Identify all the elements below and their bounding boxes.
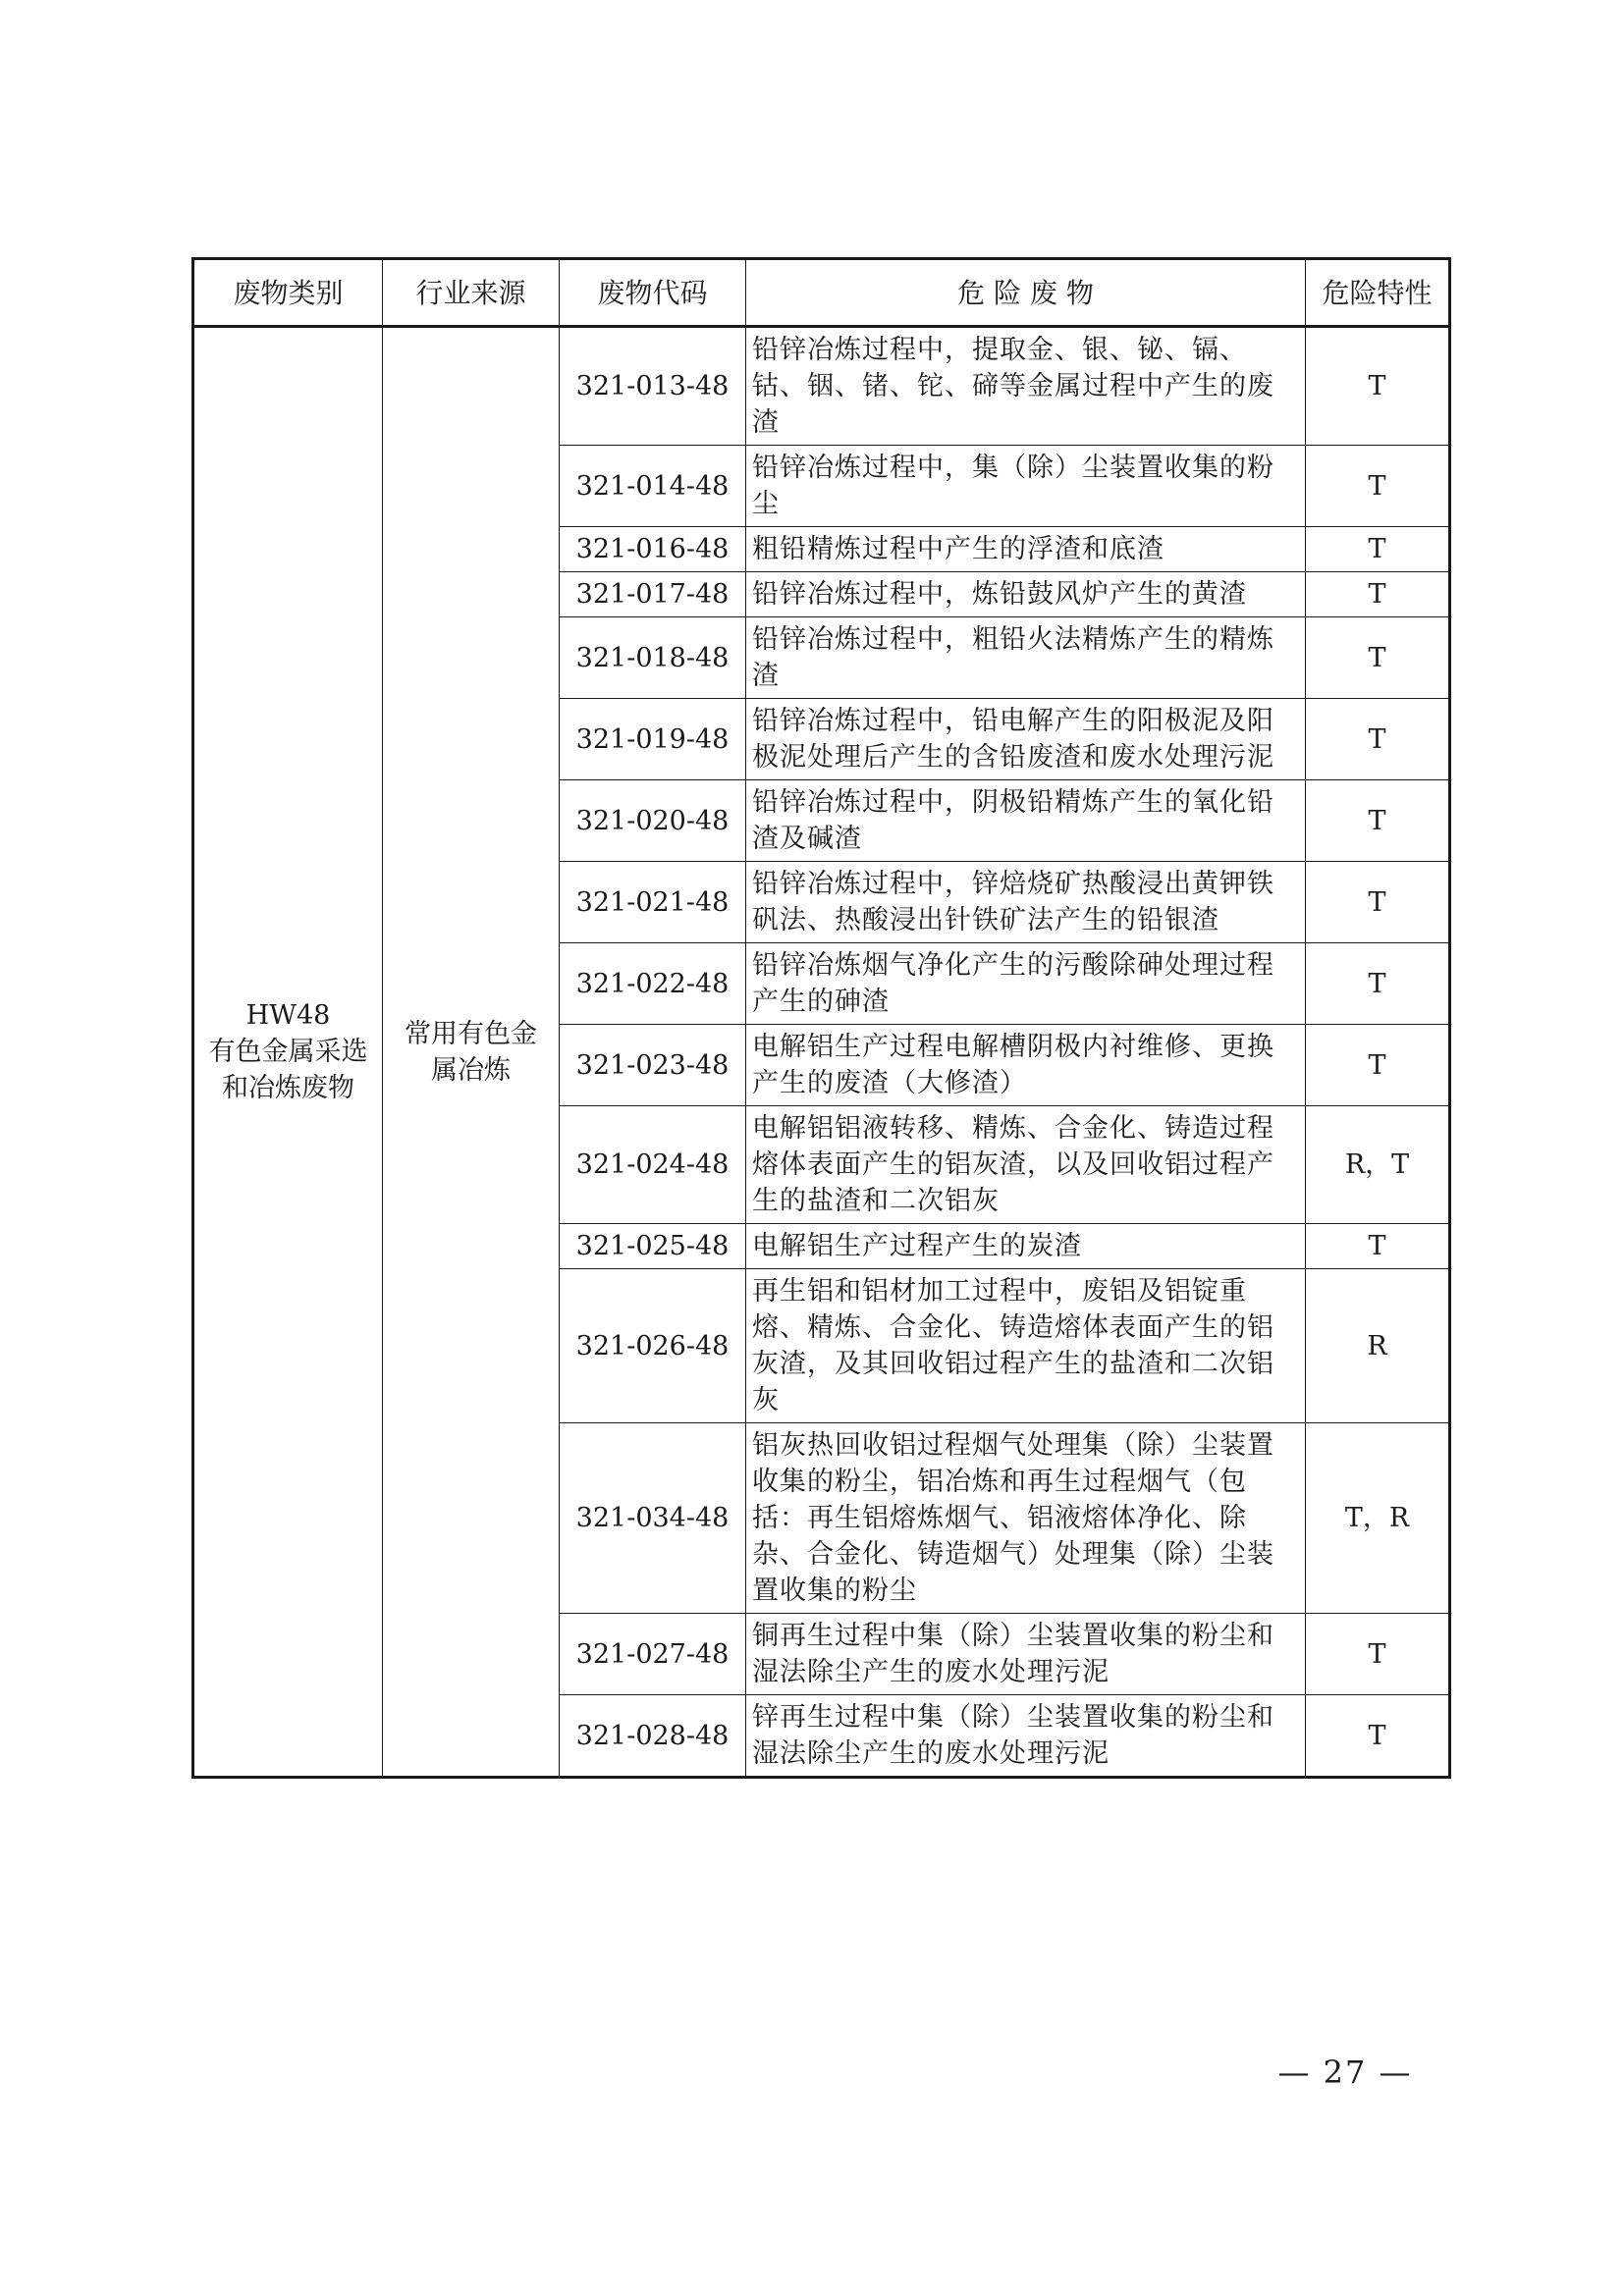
table-row bbox=[193, 327, 1450, 446]
waste-code-cell: 321-017-48 bbox=[560, 572, 746, 617]
hazard-characteristic-cell: R bbox=[1306, 1269, 1450, 1423]
hazard-characteristic-cell: T，R bbox=[1306, 1423, 1450, 1614]
hazard-characteristic-cell: R，T bbox=[1306, 1106, 1450, 1224]
header-industry-source: 行业来源 bbox=[383, 259, 560, 327]
waste-code-cell: 321-020-48 bbox=[560, 780, 746, 862]
hazardous-waste-description-cell: 铅锌冶炼过程中，炼铅鼓风炉产生的黄渣 bbox=[746, 572, 1306, 617]
waste-code-cell: 321-021-48 bbox=[560, 862, 746, 943]
hazardous-waste-description-cell: 铅锌冶炼过程中，提取金、银、铋、镉、钴、铟、锗、铊、碲等金属过程中产生的废渣 bbox=[746, 327, 1306, 446]
table-header bbox=[193, 259, 1450, 327]
waste-category-code: HW48 bbox=[245, 1000, 331, 1031]
waste-code-cell: 321-023-48 bbox=[560, 1025, 746, 1106]
hazard-characteristic-cell: T bbox=[1306, 1224, 1450, 1269]
hazard-characteristic-cell: T bbox=[1306, 1025, 1450, 1106]
waste-code-cell: 321-014-48 bbox=[560, 446, 746, 527]
hazardous-waste-description-cell: 电解铝铝液转移、精炼、合金化、铸造过程熔体表面产生的铝灰渣，以及回收铝过程产生的盐渣和二次铝灰 bbox=[746, 1106, 1306, 1224]
waste-code-cell: 321-034-48 bbox=[560, 1423, 746, 1614]
waste-category-name: 有色金属采选和冶炼废物 bbox=[208, 1037, 368, 1103]
hazardous-waste-description-cell: 铅锌冶炼过程中，粗铅火法精炼产生的精炼渣 bbox=[746, 617, 1306, 699]
hazardous-waste-description-cell: 锌再生过程中集（除）尘装置收集的粉尘和湿法除尘产生的废水处理污泥 bbox=[746, 1695, 1306, 1778]
waste-category-cell bbox=[193, 327, 383, 1778]
hazardous-waste-description-cell: 铜再生过程中集（除）尘装置收集的粉尘和湿法除尘产生的废水处理污泥 bbox=[746, 1614, 1306, 1695]
waste-code-cell: 321-028-48 bbox=[560, 1695, 746, 1778]
hazardous-waste-table bbox=[191, 257, 1451, 1779]
industry-source-text: 常用有色金属冶炼 bbox=[405, 1018, 537, 1086]
hazard-characteristic-cell: T bbox=[1306, 1614, 1450, 1695]
hazard-characteristic-cell: T bbox=[1306, 1695, 1450, 1778]
hazardous-waste-description-cell: 铅锌冶炼烟气净化产生的污酸除砷处理过程产生的砷渣 bbox=[746, 943, 1306, 1025]
hazard-characteristic-cell: T bbox=[1306, 699, 1450, 780]
hazard-characteristic-cell: T bbox=[1306, 572, 1450, 617]
hazard-characteristic-cell: T bbox=[1306, 617, 1450, 699]
waste-code-cell: 321-022-48 bbox=[560, 943, 746, 1025]
hazardous-waste-description-cell: 铝灰热回收铝过程烟气处理集（除）尘装置收集的粉尘，铝冶炼和再生过程烟气（包括：再生铝熔炼烟气、铝液熔体净化、除杂、合金化、铸造烟气）处理集（除）尘装置收集的粉尘 bbox=[746, 1423, 1306, 1614]
hazard-characteristic-cell: T bbox=[1306, 780, 1450, 862]
hazardous-waste-description-cell: 铅锌冶炼过程中，阴极铅精炼产生的氧化铅渣及碱渣 bbox=[746, 780, 1306, 862]
waste-code-cell: 321-024-48 bbox=[560, 1106, 746, 1224]
header-waste-code: 废物代码 bbox=[560, 259, 746, 327]
waste-code-cell: 321-019-48 bbox=[560, 699, 746, 780]
header-hazardous-waste: 危 险 废 物 bbox=[746, 259, 1306, 327]
hazardous-waste-description-cell: 铅锌冶炼过程中，铅电解产生的阳极泥及阳极泥处理后产生的含铅废渣和废水处理污泥 bbox=[746, 699, 1306, 780]
table-header-row bbox=[193, 259, 1450, 327]
hazardous-waste-description-cell: 铅锌冶炼过程中，锌焙烧矿热酸浸出黄钾铁矾法、热酸浸出针铁矿法产生的铅银渣 bbox=[746, 862, 1306, 943]
waste-code-cell: 321-025-48 bbox=[560, 1224, 746, 1269]
header-hazard-characteristic: 危险特性 bbox=[1306, 259, 1450, 327]
hazardous-waste-description-cell: 粗铅精炼过程中产生的浮渣和底渣 bbox=[746, 527, 1306, 572]
waste-code-cell: 321-027-48 bbox=[560, 1614, 746, 1695]
table-body bbox=[193, 327, 1450, 1778]
hazard-characteristic-cell: T bbox=[1306, 446, 1450, 527]
header-waste-category: 废物类别 bbox=[193, 259, 383, 327]
hazardous-waste-description-cell: 铅锌冶炼过程中，集（除）尘装置收集的粉尘 bbox=[746, 446, 1306, 527]
hazardous-waste-description-cell: 电解铝生产过程产生的炭渣 bbox=[746, 1224, 1306, 1269]
waste-code-cell: 321-018-48 bbox=[560, 617, 746, 699]
waste-code-cell: 321-016-48 bbox=[560, 527, 746, 572]
waste-code-cell: 321-026-48 bbox=[560, 1269, 746, 1423]
industry-source-cell bbox=[383, 327, 560, 1778]
hazard-characteristic-cell: T bbox=[1306, 862, 1450, 943]
hazardous-waste-description-cell: 电解铝生产过程电解槽阴极内衬维修、更换产生的废渣（大修渣） bbox=[746, 1025, 1306, 1106]
hazard-characteristic-cell: T bbox=[1306, 943, 1450, 1025]
hazard-characteristic-cell: T bbox=[1306, 527, 1450, 572]
page-number: — 27 — bbox=[1277, 2054, 1413, 2091]
hazard-characteristic-cell: T bbox=[1306, 327, 1450, 446]
waste-code-cell: 321-013-48 bbox=[560, 327, 746, 446]
hazardous-waste-description-cell: 再生铝和铝材加工过程中，废铝及铝锭重熔、精炼、合金化、铸造熔体表面产生的铝灰渣，及其回收铝过程产生的盐渣和二次铝灰 bbox=[746, 1269, 1306, 1423]
